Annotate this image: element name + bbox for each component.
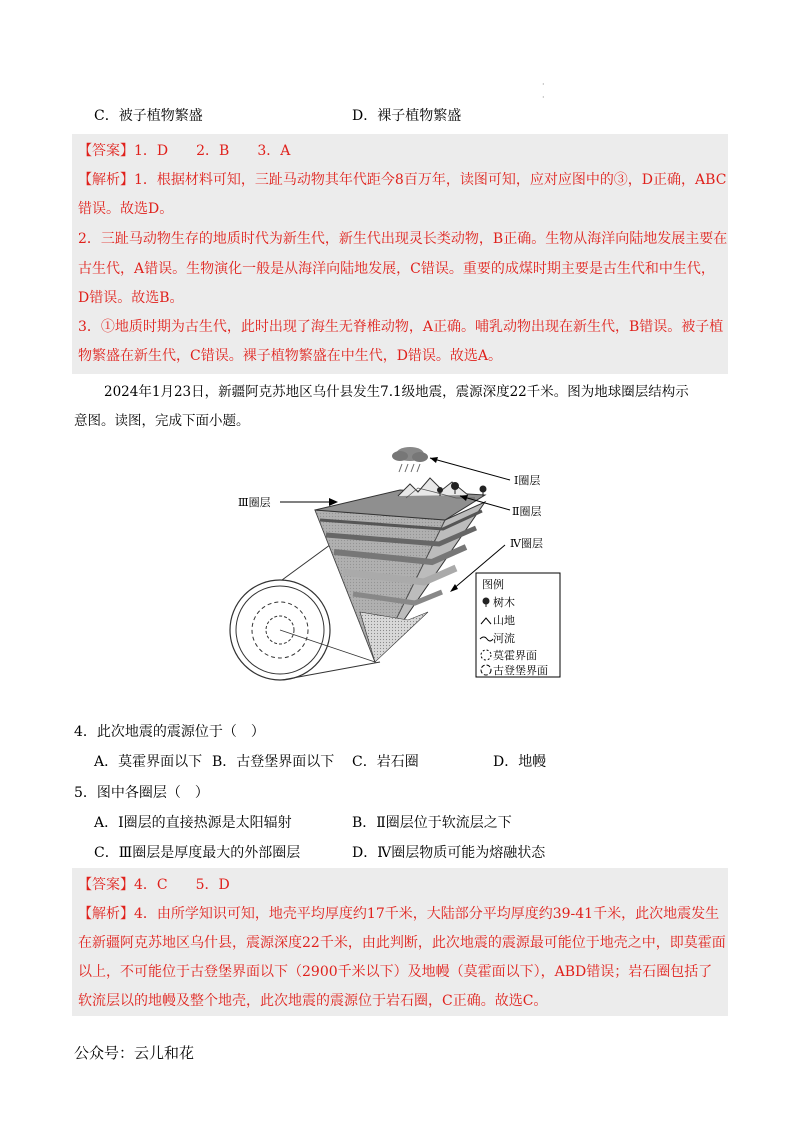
analysis-line: 以上，不可能位于古登堡界面以下（2900千米以下）及地幔（莫霍面以下），ABD错误；岩石圈包括了 [78, 964, 713, 980]
corner-dot-2: · [542, 93, 545, 102]
option-c: C．被子植物繁盛 [94, 108, 203, 124]
answer-tag: 【答案】 [78, 143, 134, 159]
answer-2 [78, 874, 230, 894]
answer-block-1 [72, 134, 728, 374]
q5-option-b: B．Ⅱ圈层位于软流层之下 [352, 815, 512, 831]
intro-line-2: 意图。读图，完成下面小题。 [74, 413, 250, 429]
analysis-text: 4．由所学知识可知，地壳平均厚度约17千米，大陆部分平均厚度约39-41千米，此次地震发生 [134, 906, 720, 922]
analysis-line: 3．①地质时期为古生代，此时出现了海生无脊椎动物，A正确。哺乳动物出现在新生代，B错误。被子植 [78, 319, 724, 335]
legend-item-mountain: 山地 [493, 614, 515, 627]
corner-dot: · [542, 80, 545, 89]
label-sphere-3: Ⅲ圈层 [238, 496, 271, 509]
answer-1 [78, 140, 290, 160]
analysis-text: 1．根据材料可知，三趾马动物其年代距今8百万年，读图可知，应对应图中的③，D正确，ABC [134, 172, 727, 188]
q4-stem: 4．此次地震的震源位于（ ） [74, 724, 265, 740]
q4-option-c: C．岩石圈 [352, 754, 419, 770]
analysis-tag: 【解析】 [78, 906, 134, 922]
analysis-line: 古生代，A错误。生物演化一般是从海洋向陆地发展，C错误。重要的成煤时期主要是古生代和中生代， [78, 261, 715, 277]
legend-title: 图例 [482, 578, 504, 591]
answer-block-2 [72, 868, 728, 1016]
label-sphere-1: Ⅰ圈层 [514, 474, 541, 487]
answer-tag: 【答案】 [78, 877, 134, 893]
analysis-line [78, 903, 719, 923]
analysis-line: 物繁盛在新生代，C错误。裸子植物繁盛在中生代，D错误。故选A。 [78, 348, 503, 364]
q5-option-d: D．Ⅳ圈层物质可能为熔融状态 [352, 845, 546, 861]
q5-option-c: C．Ⅲ圈层是厚度最大的外部圈层 [94, 845, 301, 861]
earth-wedge [315, 478, 485, 662]
answer-text: 4．C 5．D [134, 877, 230, 893]
legend-item-gutenberg: 古登堡界面 [493, 664, 548, 677]
analysis-line: D错误。故选B。 [78, 290, 184, 306]
analysis-line [78, 169, 726, 189]
q4-option-d: D．地幔 [493, 754, 547, 770]
analysis-tag: 【解析】 [78, 172, 134, 188]
label-sphere-2: Ⅱ圈层 [512, 505, 542, 518]
analysis-line: 软流层以的地幔及整个地壳，此次地震的震源位于岩石圈，C正确。故选C。 [78, 993, 548, 1009]
answer-text: 1．D 2．B 3．A [134, 143, 291, 159]
analysis-line: 错误。故选D。 [78, 201, 174, 217]
earth-sphere-diagram [220, 440, 590, 690]
legend-item-tree: 树木 [493, 596, 515, 609]
intro-line-1: 2024年1月23日，新疆阿克苏地区乌什县发生7.1级地震，震源深度22千米。图为地球圈层结构示 [104, 384, 689, 400]
legend-item-river: 河流 [493, 632, 515, 645]
legend-box [476, 573, 560, 677]
q5-option-a: A．Ⅰ圈层的直接热源是太阳辐射 [94, 815, 292, 831]
cloud-rain-icon [392, 447, 428, 472]
analysis-line: 2．三趾马动物生存的地质时代为新生代，新生代出现灵长类动物，B正确。生物从海洋向陆地发展主要在 [78, 231, 728, 247]
q4-option-b: B．古登堡界面以下 [212, 754, 335, 770]
label-sphere-4: Ⅳ圈层 [510, 537, 543, 550]
q4-option-a: A．莫霍界面以下 [94, 754, 203, 770]
legend-item-moho: 莫霍界面 [493, 649, 537, 662]
analysis-line: 在新疆阿克苏地区乌什县，震源深度22千米，由此判断，此次地震的震源最可能位于地壳之中，即莫霍面 [78, 935, 726, 951]
q5-stem: 5．图中各圈层（ ） [74, 785, 209, 801]
footer-account: 公众号：云儿和花 [74, 1044, 195, 1062]
option-d: D．裸子植物繁盛 [352, 108, 462, 124]
